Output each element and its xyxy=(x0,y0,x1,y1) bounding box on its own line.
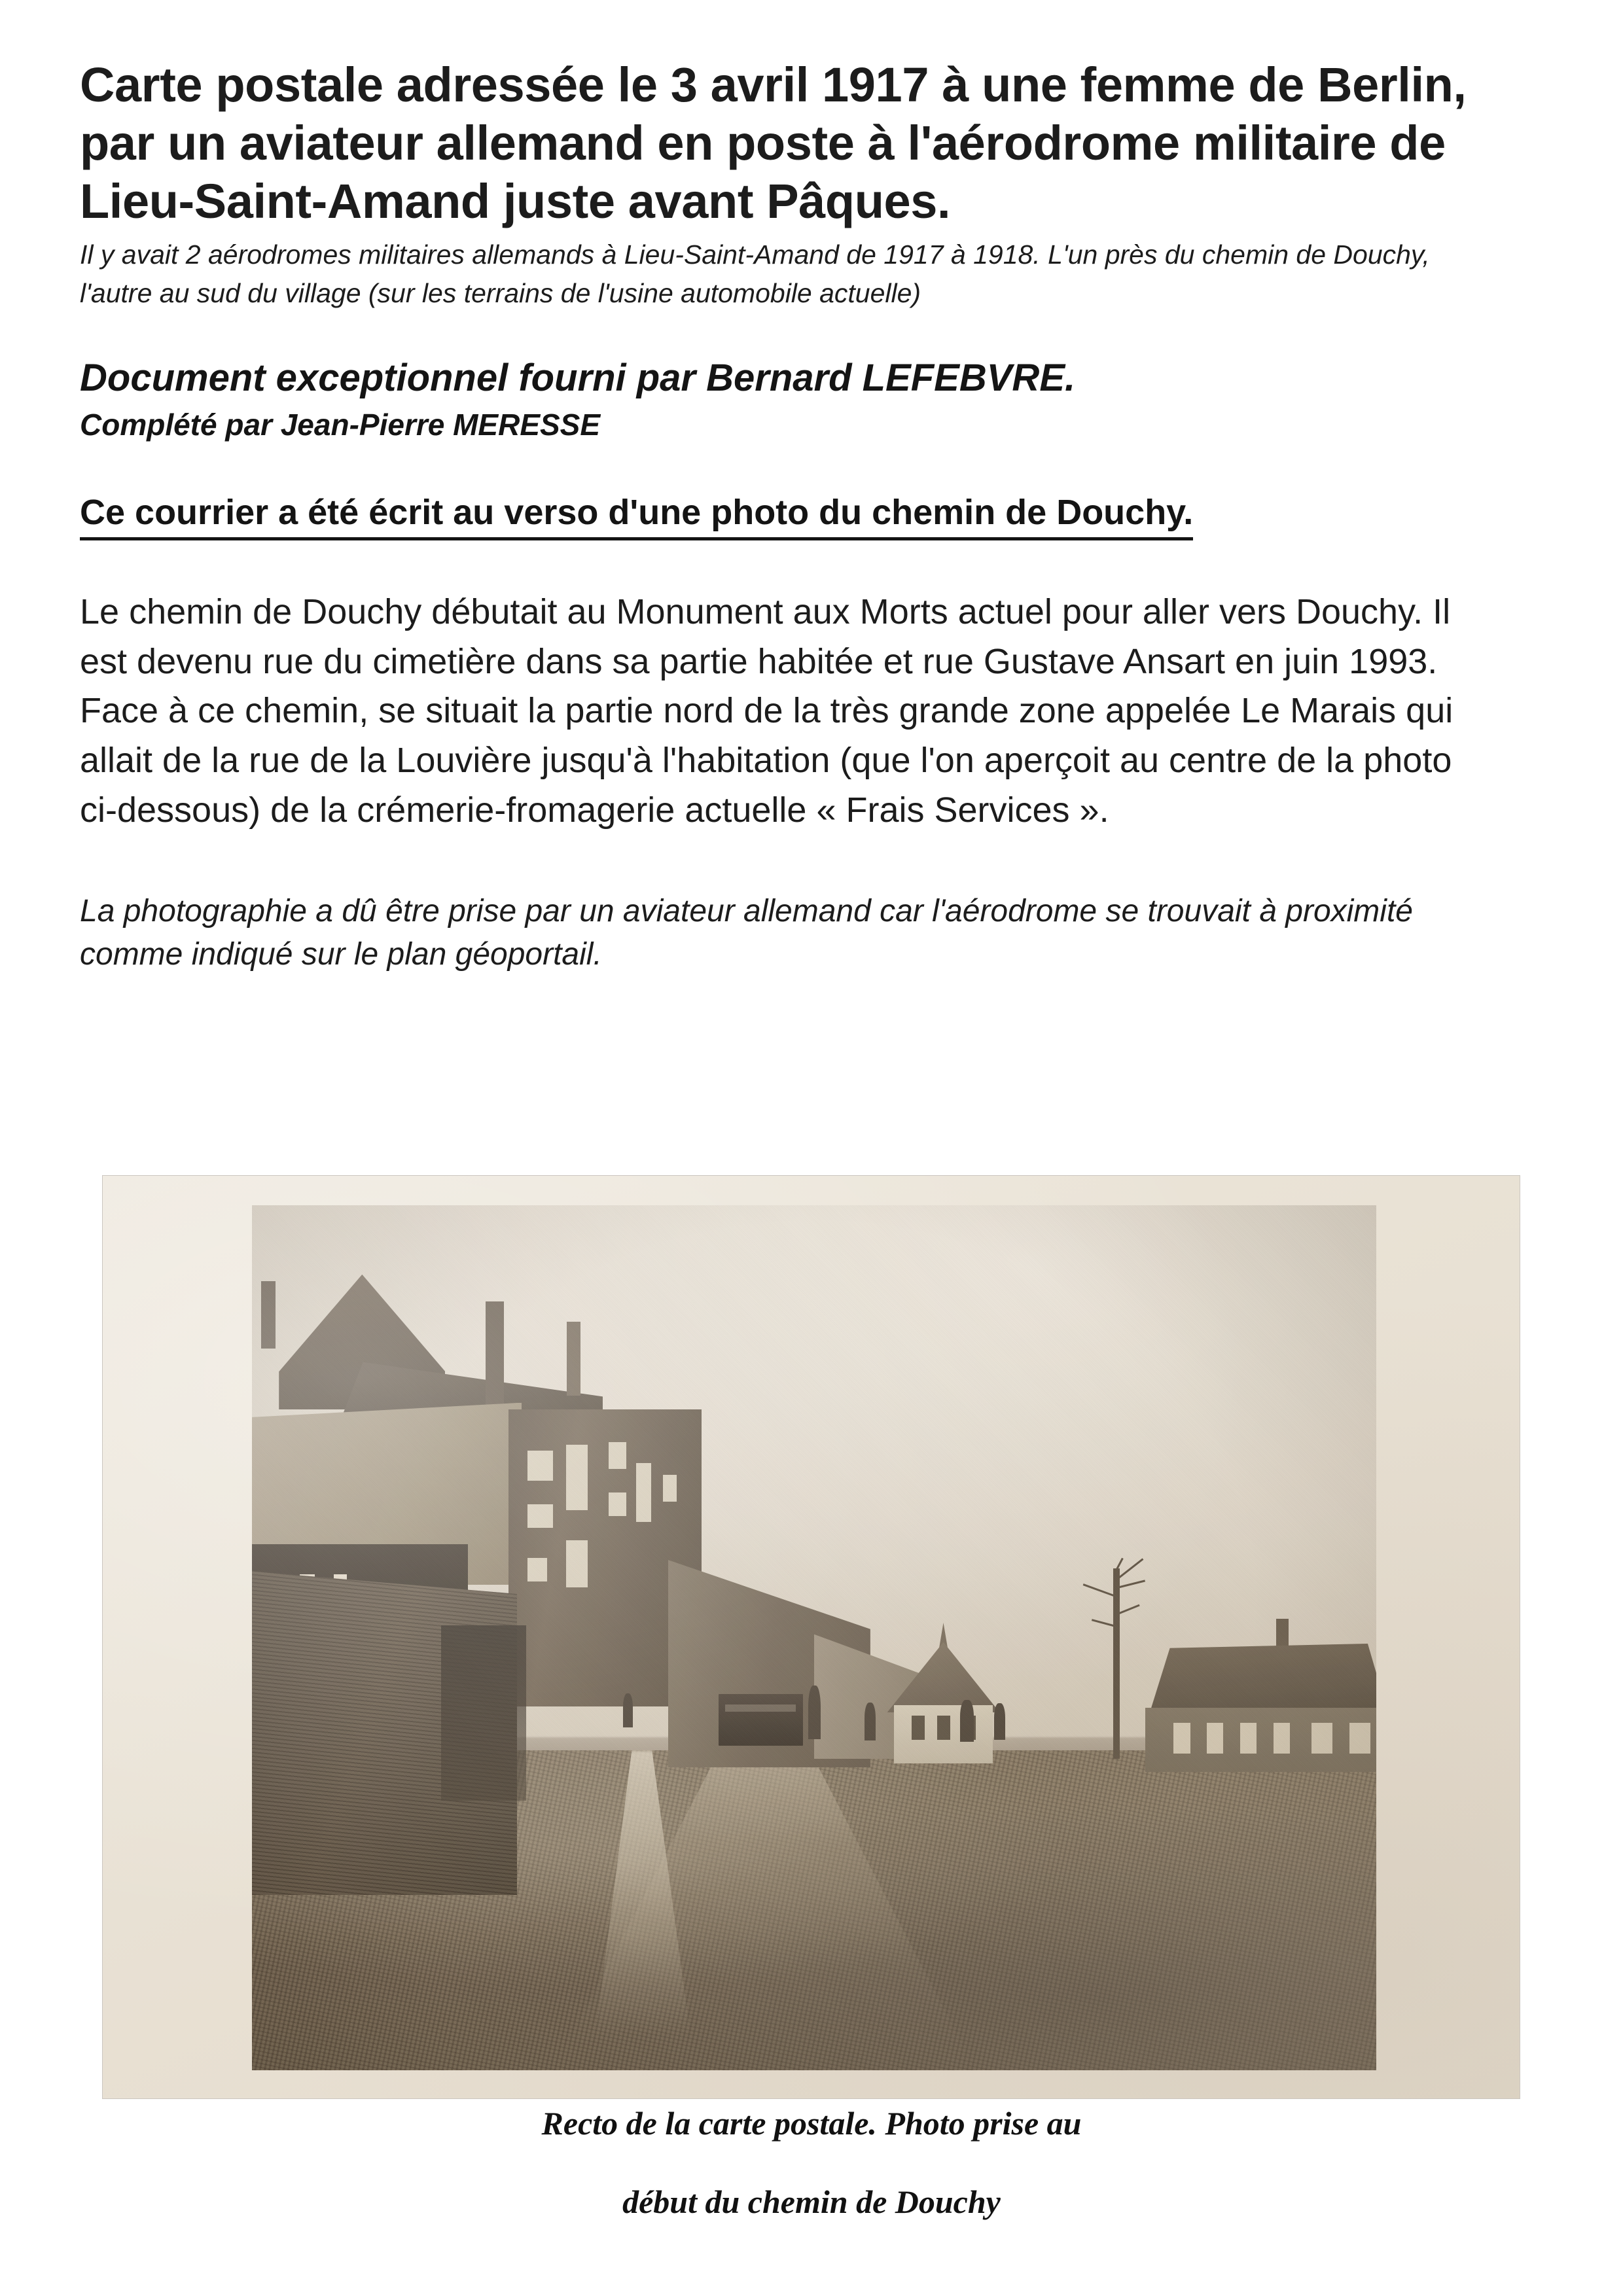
photo-caption-line-2: début du chemin de Douchy xyxy=(622,2183,1001,2220)
photo-window xyxy=(1311,1723,1333,1754)
photo-window xyxy=(1240,1723,1257,1754)
photo-caption-line-1: Recto de la carte postale. Photo prise au xyxy=(541,2105,1082,2142)
photo-window xyxy=(912,1716,925,1740)
photo-tree-branch xyxy=(1092,1619,1115,1627)
photo-figure xyxy=(623,1693,633,1728)
provider-block xyxy=(80,355,1550,444)
photo-origin-note: La photographie a dû être prise par un aviateur allemand car l'aérodrome se trouvait à proximité comme indiqué sur le plan géoportail. xyxy=(80,894,1413,972)
photo-centre-house xyxy=(887,1642,1000,1763)
photo-figure xyxy=(994,1703,1005,1740)
photo-window xyxy=(527,1451,552,1480)
photo-window xyxy=(609,1442,626,1469)
section-heading: Ce courrier a été écrit au verso d'une photo du chemin de Douchy. xyxy=(80,491,1193,540)
photo-left-building xyxy=(252,1275,702,1949)
body-paragraph: Le chemin de Douchy débutait au Monument aux Morts actuel pour aller vers Douchy. Il est devenu rue du cimetière dans sa partie habitée et rue Gustave Ansart en juin 1993. Face à ce chemin, se situait la partie nord de la très grande zone appelée Le Marais qui allait de la rue de la Louvière jusqu'à l'habitation (que l'on aperçoit au centre de la photo ci-dessous) de la crémerie-fromagerie actuelle « Frais Services ». xyxy=(80,592,1454,830)
photo-window xyxy=(1173,1723,1190,1754)
photo-house-body xyxy=(894,1705,993,1763)
section-heading-wrapper xyxy=(80,444,1550,540)
photo-window xyxy=(937,1716,950,1740)
photo-window xyxy=(636,1463,652,1523)
photo-window xyxy=(527,1504,552,1528)
aerodrome-note: Il y avait 2 aérodromes militaires allemands à Lieu-Saint-Amand de 1917 à 1918. L'un près du chemin de Douchy, l'autre au sud du village (sur les terrains de l'usine automobile actuelle) xyxy=(80,239,1430,308)
photo-window xyxy=(1207,1723,1223,1754)
photo-window xyxy=(609,1492,626,1516)
photo-figure xyxy=(808,1686,821,1739)
photo-house-roof xyxy=(1140,1638,1376,1712)
photo-chimney-mid xyxy=(486,1301,503,1409)
provider-sub-line: Complété par Jean-Pierre MERESSE xyxy=(80,408,601,442)
photo-house-body xyxy=(1145,1708,1376,1772)
photo-window xyxy=(1349,1723,1371,1754)
postcard-photograph xyxy=(252,1205,1376,2070)
photo-truck xyxy=(719,1694,803,1746)
postcard-photo-card xyxy=(103,1176,1520,2098)
photo-window xyxy=(663,1475,677,1502)
photo-tree-trunk xyxy=(1113,1568,1120,1759)
photo-window xyxy=(527,1558,547,1581)
photo-right-house xyxy=(1140,1638,1376,1772)
photo-figure xyxy=(865,1703,876,1740)
photo-house-roof xyxy=(887,1642,1000,1712)
text-content xyxy=(80,56,1550,1008)
photo-window xyxy=(566,1445,588,1510)
photo-chimney-left xyxy=(261,1281,276,1349)
photo-caption xyxy=(0,2104,1623,2221)
provider-main-line: Document exceptionnel fourni par Bernard LEFEBVRE. xyxy=(80,356,1076,399)
photo-porch-shadow xyxy=(441,1625,527,1801)
photo-figure xyxy=(960,1700,974,1741)
photo-tree-branch xyxy=(1083,1584,1115,1597)
photo-chimney-right xyxy=(567,1322,580,1396)
page-title: Carte postale adressée le 3 avril 1917 à une femme de Berlin, par un aviateur allemand en poste à l'aérodrome militaire de Lieu-Saint-Amand juste avant Pâques. xyxy=(80,58,1467,228)
photo-window xyxy=(566,1540,588,1588)
photo-window xyxy=(1274,1723,1290,1754)
